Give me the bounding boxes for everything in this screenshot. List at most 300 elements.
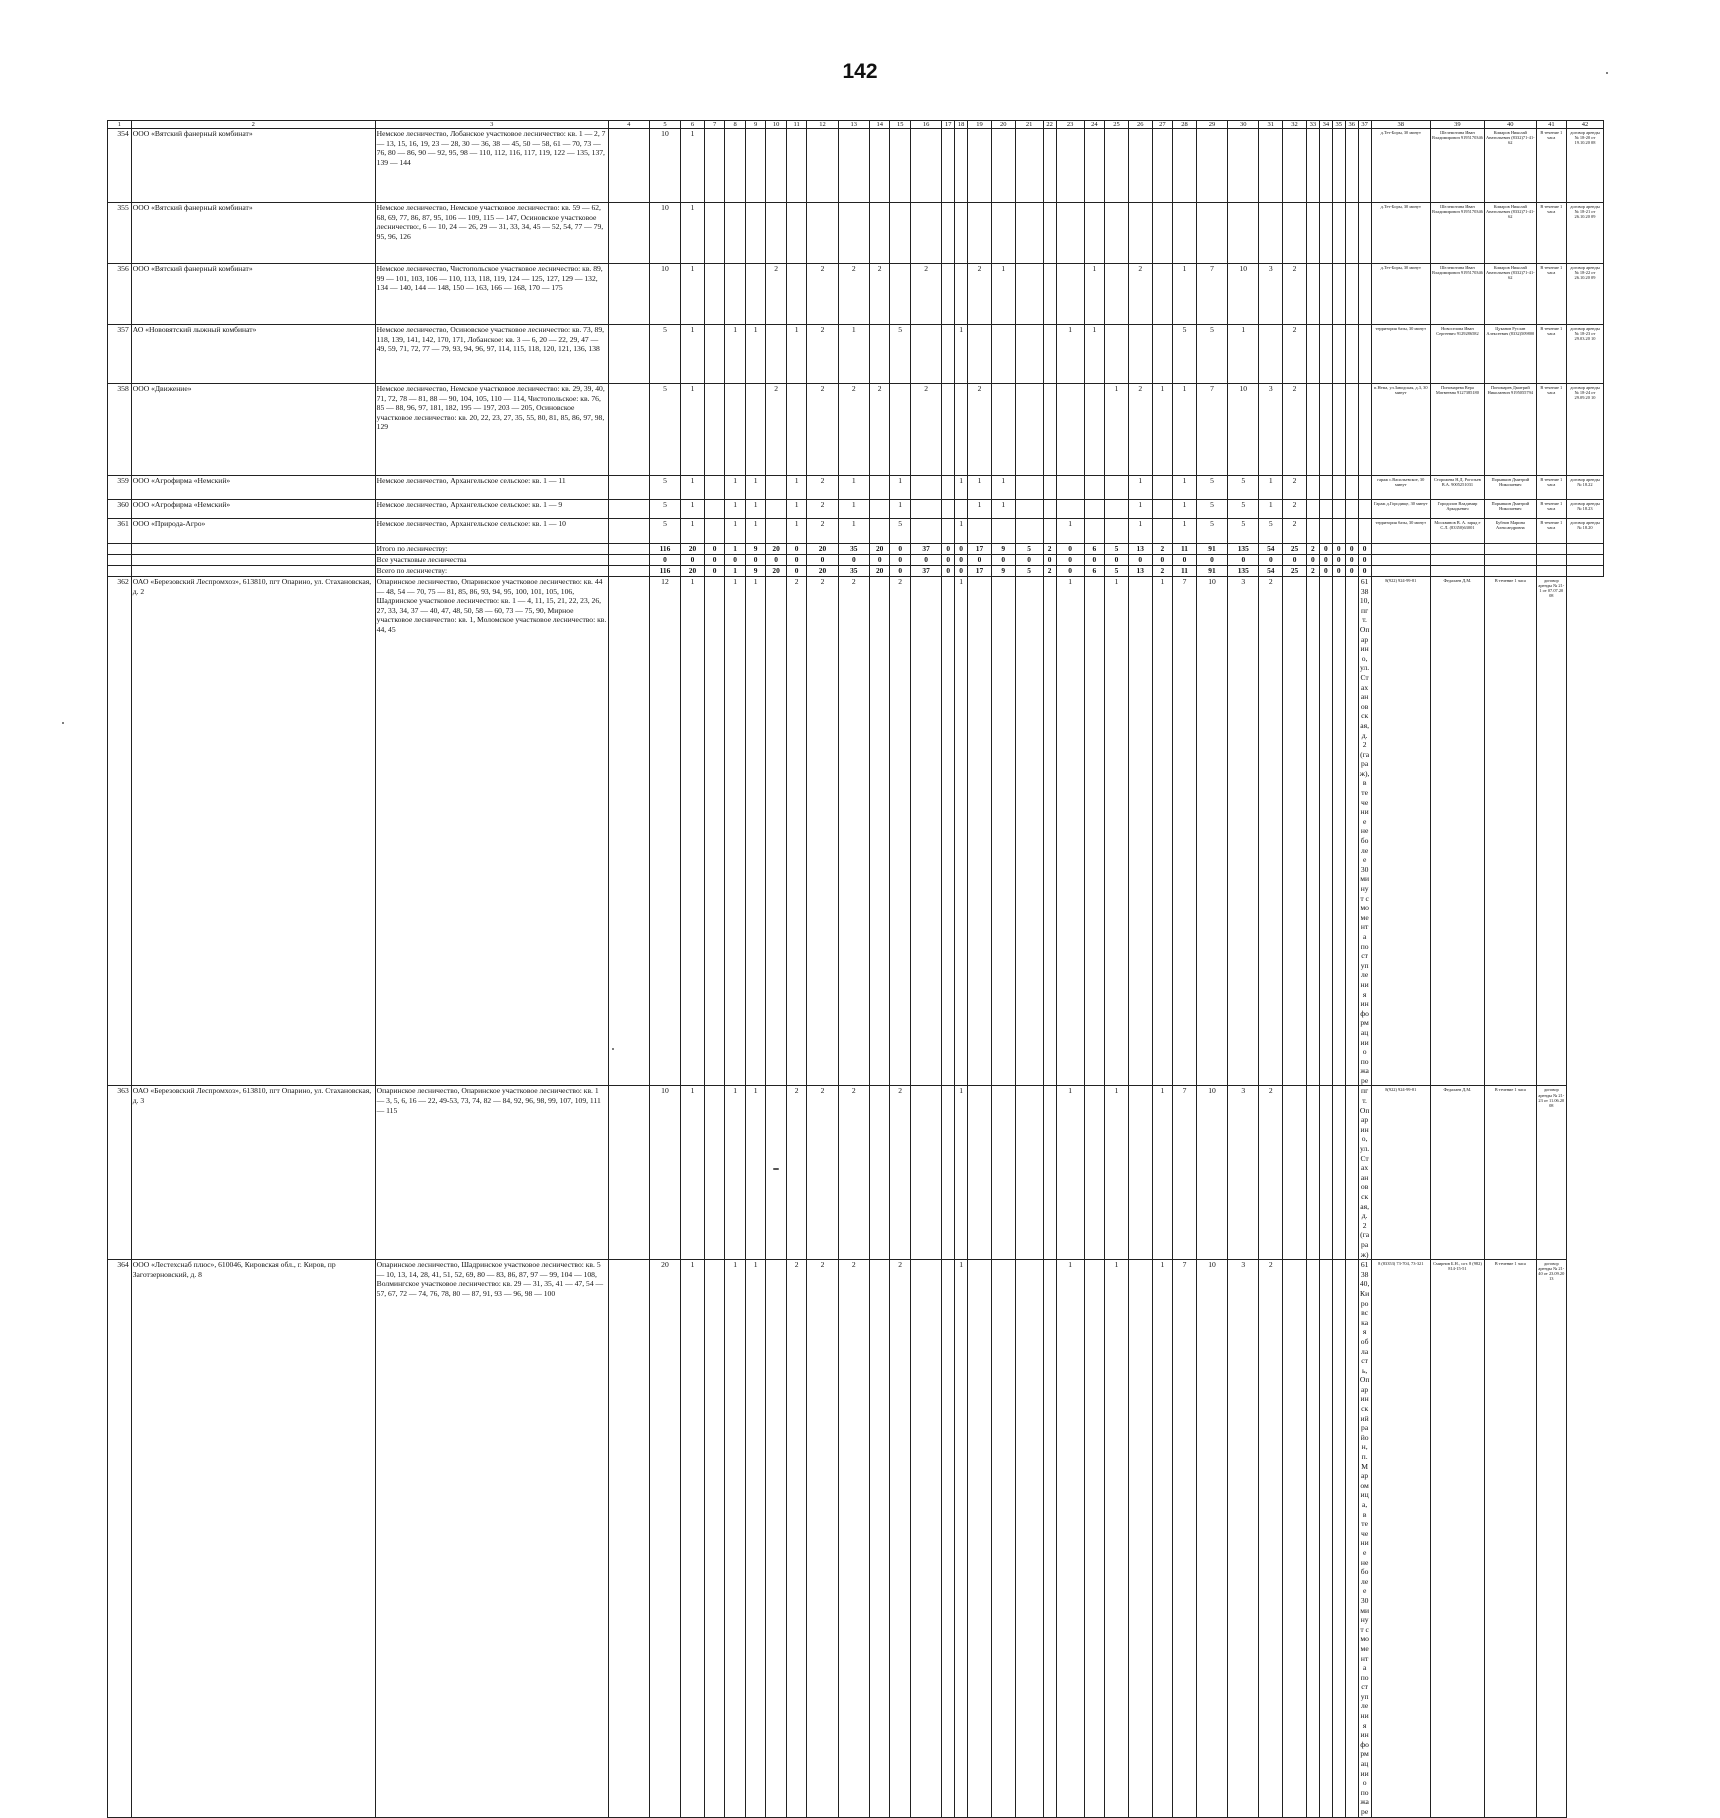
- column-number-header: 39: [1430, 121, 1484, 129]
- total-blank-cell: [108, 544, 132, 555]
- table-cell: [869, 519, 890, 544]
- table-cell: [1358, 519, 1371, 544]
- contact-info-cell: д.Тет-Боры, 30 минут: [1371, 264, 1430, 325]
- table-cell: [1173, 129, 1197, 203]
- column-number-header: 4: [608, 121, 649, 129]
- table-cell: [608, 1260, 649, 1817]
- total-value-cell: 0: [942, 566, 955, 577]
- table-cell: 3: [1259, 264, 1283, 325]
- table-cell: [991, 1086, 1015, 1260]
- table-cell: [1345, 476, 1358, 500]
- table-cell: [1319, 325, 1332, 384]
- table-cell: 2: [807, 1260, 838, 1817]
- table-cell: [608, 519, 649, 544]
- table-cell: 2: [1283, 384, 1307, 476]
- table-cell: [1084, 203, 1105, 264]
- table-cell: [1306, 1260, 1319, 1817]
- table-cell: 1: [745, 519, 766, 544]
- total-value-cell: 54: [1259, 544, 1283, 555]
- table-cell: 1: [1228, 325, 1259, 384]
- table-cell: [766, 1260, 787, 1817]
- total-value-cell: 1: [725, 544, 746, 555]
- table-cell: [1196, 203, 1227, 264]
- table-cell: [745, 203, 766, 264]
- total-value-cell: 0: [1056, 555, 1084, 566]
- total-value-cell: 0: [1345, 544, 1358, 555]
- total-value-cell: 5: [1015, 566, 1043, 577]
- table-row: [108, 384, 1604, 476]
- table-cell: 5: [1228, 519, 1259, 544]
- table-cell: 2: [766, 264, 787, 325]
- table-cell: [1043, 500, 1056, 519]
- column-number-header: 25: [1105, 121, 1129, 129]
- column-number-header: 28: [1173, 121, 1197, 129]
- table-cell: [1306, 384, 1319, 476]
- total-value-cell: 0: [725, 555, 746, 566]
- forest-area-cell: Немское лесничество, Архангельское сельское: кв. 1 — 10: [375, 519, 608, 544]
- table-cell: [890, 384, 911, 476]
- table-cell: [608, 384, 649, 476]
- table-cell: [1043, 1260, 1056, 1817]
- table-cell: [991, 577, 1015, 1086]
- table-cell: 12: [649, 577, 680, 1086]
- table-cell: 2: [1128, 384, 1152, 476]
- table-cell: 7: [1196, 384, 1227, 476]
- table-cell: 1: [786, 476, 807, 500]
- table-cell: 1: [1128, 476, 1152, 500]
- column-number-header: 34: [1319, 121, 1332, 129]
- table-cell: 5: [1196, 500, 1227, 519]
- table-cell: [1332, 1260, 1345, 1817]
- total-value-cell: 0: [1358, 555, 1371, 566]
- table-cell: 5: [1173, 325, 1197, 384]
- table-cell: [1084, 519, 1105, 544]
- total-blank-cell: [1430, 566, 1484, 577]
- table-cell: [704, 577, 725, 1086]
- column-number-header: 22: [1043, 121, 1056, 129]
- table-cell: 1: [1173, 500, 1197, 519]
- total-value-cell: 0: [1345, 566, 1358, 577]
- total-value-cell: 5: [1105, 566, 1129, 577]
- table-cell: [1319, 129, 1332, 203]
- table-cell: [1015, 1086, 1043, 1260]
- total-value-cell: 9: [991, 566, 1015, 577]
- total-value-cell: 20: [766, 566, 787, 577]
- table-cell: 1: [1105, 577, 1129, 1086]
- table-cell: 1: [745, 500, 766, 519]
- row-number-cell: 355: [108, 203, 132, 264]
- table-cell: [838, 129, 869, 203]
- total-value-cell: 0: [1306, 555, 1319, 566]
- table-cell: 1: [725, 325, 746, 384]
- total-value-cell: 2: [1152, 544, 1173, 555]
- table-cell: [1043, 129, 1056, 203]
- table-cell: [1128, 203, 1152, 264]
- table-cell: 1: [681, 1260, 705, 1817]
- total-label-cell: Все участковые лесничества: [375, 555, 608, 566]
- forest-area-cell: Немское лесничество, Архангельское сельское: кв. 1 — 11: [375, 476, 608, 500]
- table-cell: 1: [1152, 577, 1173, 1086]
- contact-info-cell: Городилов Владимир Аркадьевич: [1430, 500, 1484, 519]
- total-value-cell: 0: [1319, 566, 1332, 577]
- column-number-header: 11: [786, 121, 807, 129]
- table-cell: 1: [681, 476, 705, 500]
- column-number-header: 3: [375, 121, 608, 129]
- table-cell: [608, 264, 649, 325]
- table-cell: 1: [1056, 325, 1084, 384]
- table-cell: [869, 476, 890, 500]
- table-cell: 10: [1228, 384, 1259, 476]
- table-row: [108, 577, 1604, 1086]
- total-row: [108, 566, 1604, 577]
- total-value-cell: 0: [942, 544, 955, 555]
- scan-speck: [773, 1168, 779, 1170]
- scan-speck: [62, 722, 64, 724]
- table-cell: [1306, 203, 1319, 264]
- contact-info-cell: В течение 1 часа: [1484, 1086, 1536, 1260]
- total-value-cell: 11: [1173, 566, 1197, 577]
- table-cell: 5: [649, 384, 680, 476]
- table-cell: 613810, пгт. Опарино, ул. Стахановская, д. 2 (гараж), в течение не более 30 минут с момента поступления информации о пожаре: [1359, 577, 1370, 1085]
- column-number-header: 21: [1015, 121, 1043, 129]
- table-cell: [1283, 129, 1307, 203]
- table-cell: [991, 203, 1015, 264]
- table-cell: [1283, 577, 1307, 1086]
- total-value-cell: 0: [890, 544, 911, 555]
- table-cell: [910, 577, 941, 1086]
- contact-info-cell: д.Тет-Боры, 30 минут: [1371, 129, 1430, 203]
- total-value-cell: 0: [1319, 544, 1332, 555]
- contact-info-cell: договор аренды № 18-20 от 19.10.20 08: [1566, 129, 1603, 203]
- table-cell: [1332, 519, 1345, 544]
- total-blank-cell: [1484, 544, 1536, 555]
- total-value-cell: 9: [745, 544, 766, 555]
- table-cell: [955, 129, 968, 203]
- total-value-cell: 54: [1259, 566, 1283, 577]
- table-cell: 1: [955, 1086, 968, 1260]
- column-number-header: 29: [1196, 121, 1227, 129]
- column-number-header: 30: [1228, 121, 1259, 129]
- table-cell: [1015, 264, 1043, 325]
- table-cell: [942, 264, 955, 325]
- table-cell: [968, 129, 992, 203]
- total-value-cell: 0: [942, 555, 955, 566]
- table-cell: 7: [1173, 577, 1197, 1086]
- total-value-cell: 0: [1332, 566, 1345, 577]
- organization-cell: ООО «Вятский фанерный комбинат»: [131, 129, 375, 203]
- table-cell: 1: [838, 500, 869, 519]
- total-blank-cell: [1371, 544, 1430, 555]
- total-blank-cell: [1566, 555, 1603, 566]
- total-value-cell: 0: [1084, 555, 1105, 566]
- table-cell: [1152, 203, 1173, 264]
- column-number-header: 42: [1566, 121, 1603, 129]
- table-cell: [1332, 325, 1345, 384]
- total-blank-cell: [131, 555, 375, 566]
- table-cell: 1: [681, 203, 705, 264]
- table-row: [108, 129, 1604, 203]
- table-cell: [1345, 1086, 1358, 1260]
- contact-info-cell: Шелемотина Иван Владимирович 9195170346: [1430, 203, 1484, 264]
- table-cell: [1128, 577, 1152, 1086]
- table-cell: [1152, 519, 1173, 544]
- forest-area-cell: Немское лесничество, Осиновское участковое лесничество: кв. 73, 89, 118, 139, 141, 142, 170, 171, Лобанское: кв. 3 — 6, 20 — 22, 29, 47 — 49, 59, 71, 72, 77 — 79, 93, 94, 96, 97, 114, 115, 118, 120, 121, 136, 138: [375, 325, 608, 384]
- contact-info-cell: Бубнов Марина Александровна: [1484, 519, 1536, 544]
- total-value-cell: 0: [1196, 555, 1227, 566]
- table-cell: [1105, 325, 1129, 384]
- table-cell: 2: [968, 384, 992, 476]
- table-cell: [1105, 264, 1129, 325]
- table-cell: [1015, 203, 1043, 264]
- table-cell: [1332, 1086, 1345, 1260]
- table-cell: 5: [1259, 519, 1283, 544]
- organization-cell: ООО «Вятский фанерный комбинат»: [131, 203, 375, 264]
- contact-info-cell: договор аренды № 18.23: [1566, 500, 1603, 519]
- table-cell: [1105, 500, 1129, 519]
- table-cell: 10: [1196, 1086, 1227, 1260]
- total-value-cell: 0: [968, 555, 992, 566]
- table-cell: 10: [1196, 1260, 1227, 1817]
- table-cell: 5: [890, 325, 911, 384]
- contact-info-cell: В течение 1 часа: [1536, 500, 1566, 519]
- table-cell: 5: [1196, 476, 1227, 500]
- table-cell: 10: [649, 203, 680, 264]
- table-cell: [1152, 500, 1173, 519]
- table-cell: [1043, 325, 1056, 384]
- table-row: [108, 476, 1604, 500]
- table-cell: [766, 203, 787, 264]
- table-cell: [1056, 203, 1084, 264]
- table-cell: [704, 129, 725, 203]
- table-cell: [725, 384, 746, 476]
- total-blank-cell: [1566, 544, 1603, 555]
- table-cell: 2: [890, 1086, 911, 1260]
- table-cell: [942, 203, 955, 264]
- table-row: [108, 1260, 1604, 1817]
- table-cell: [1128, 325, 1152, 384]
- contact-info-cell: Смирнов Б.Н., сот. 8 (982) 814-15-51: [1430, 1260, 1484, 1817]
- table-cell: 1: [1173, 519, 1197, 544]
- table-cell: [1319, 1260, 1332, 1817]
- table-cell: 1: [725, 519, 746, 544]
- table-cell: [1152, 325, 1173, 384]
- total-value-cell: 2: [1043, 544, 1056, 555]
- table-cell: [1358, 500, 1371, 519]
- column-number-header: 16: [910, 121, 941, 129]
- total-label-cell: Итого по лесничеству:: [375, 544, 608, 555]
- contact-info-cell: В течение 1 часа: [1536, 325, 1566, 384]
- table-cell: [910, 325, 941, 384]
- total-value-cell: 20: [681, 544, 705, 555]
- table-cell: [766, 577, 787, 1086]
- table-row: [108, 325, 1604, 384]
- forest-area-cell: Немское лесничество, Немское участковое лесничество: кв. 29, 39, 40, 71, 72, 78 — 81, 88 — 90, 104, 105, 110 — 114, Чистопольское: кв. 76, 85 — 88, 96, 97, 181, 182, 195 — 197, 203 — 205, Осиновское участковое лесничество: кв. 20, 22, 23, 27, 35, 55, 80, 81, 85, 86, 97, 98, 129: [375, 384, 608, 476]
- table-cell: 1: [1259, 476, 1283, 500]
- register-table: [107, 120, 1604, 1818]
- table-cell: 1: [1173, 476, 1197, 500]
- total-value-cell: 20: [766, 544, 787, 555]
- contact-info-cell: 8 (83353) 73-704, 73-321: [1371, 1260, 1430, 1817]
- table-cell: 1: [681, 325, 705, 384]
- table-cell: 2: [1128, 264, 1152, 325]
- contact-info-cell: Сторожева Н.Д. Рогозьев В.А. 9005251031: [1430, 476, 1484, 500]
- table-cell: [1015, 1260, 1043, 1817]
- table-cell: 2: [890, 1260, 911, 1817]
- table-cell: [1173, 203, 1197, 264]
- table-cell: [910, 476, 941, 500]
- table-cell: [766, 1086, 787, 1260]
- table-cell: [1332, 203, 1345, 264]
- forest-area-cell: Немское лесничество, Немское участковое лесничество: кв. 59 — 62, 68, 69, 77, 86, 87, 95, 106 — 109, 115 — 147, Осиновское участковое лесничество:, 6 — 10, 24 — 26, 29 — 31, 33, 34, 45 — 52, 54, 77 — 79, 95, 96, 126: [375, 203, 608, 264]
- scan-speck: [1606, 72, 1608, 74]
- total-value-cell: 91: [1196, 544, 1227, 555]
- column-number-header: 40: [1484, 121, 1536, 129]
- total-value-cell: 9: [745, 566, 766, 577]
- table-cell: 5: [649, 325, 680, 384]
- total-value-cell: 6: [1084, 544, 1105, 555]
- organization-cell: ОАО «Березовский Леспромхоз», 613810, пгт Опарино, ул. Стахановская, д. 3: [131, 1086, 375, 1260]
- table-cell: [1332, 384, 1345, 476]
- table-cell: [910, 203, 941, 264]
- table-cell: 1: [1056, 1086, 1084, 1260]
- table-cell: 1: [681, 264, 705, 325]
- total-value-cell: 0: [955, 566, 968, 577]
- table-cell: 1: [968, 476, 992, 500]
- contact-info-cell: Гараж д.Городище, 30 минут: [1371, 500, 1430, 519]
- table-cell: [1345, 384, 1358, 476]
- contact-info-cell: Москвинов В. А. заряд е С.Л. (83350)63001: [1430, 519, 1484, 544]
- header-row: [108, 121, 1604, 129]
- table-cell: [968, 1086, 992, 1260]
- table-cell: 1: [1105, 384, 1129, 476]
- table-cell: 1: [681, 519, 705, 544]
- forest-area-cell: Опаринское лесничество, Опаринское участковое лесничество: кв. 44 — 48, 54 — 70, 75 — 81, 85, 86, 93, 94, 95, 100, 101, 105, 106, Шадринское участковое лесничество: кв. 1 — 4, 11, 15, 21, 22, 23, 26, 27, 33, 34, 37 — 40, 47, 48, 50, 58 — 60, 73 — 75, 90, Мирное участковое лесничество: кв. 1, Моломское участковое лесничество: кв. 44, 45: [375, 577, 608, 1086]
- table-cell: 2: [1283, 476, 1307, 500]
- contact-info-cell: Федалаев Д.М.: [1430, 577, 1484, 1086]
- column-number-header: 32: [1283, 121, 1307, 129]
- table-cell: [869, 1086, 890, 1260]
- table-cell: [704, 500, 725, 519]
- table-cell: [1043, 519, 1056, 544]
- table-cell: 2: [786, 1086, 807, 1260]
- table-cell: [1345, 203, 1358, 264]
- table-cell: [1105, 476, 1129, 500]
- contact-info-cell: В течение 1 часа: [1484, 577, 1536, 1086]
- table-cell: [1056, 264, 1084, 325]
- contact-info-cell: В течение 1 часа: [1536, 519, 1566, 544]
- total-value-cell: 20: [807, 544, 838, 555]
- total-row: [108, 544, 1604, 555]
- table-cell: 2: [1283, 519, 1307, 544]
- table-cell: 1: [1084, 264, 1105, 325]
- contact-info-cell: Порывкин Дмитрий Николаевич: [1484, 476, 1536, 500]
- total-value-cell: 2: [1306, 544, 1319, 555]
- table-cell: [1128, 1086, 1152, 1260]
- total-blank-cell: [1484, 566, 1536, 577]
- table-cell: [766, 519, 787, 544]
- contact-info-cell: договор аренды № 21-23 от 11.06.20 08: [1536, 1086, 1566, 1260]
- table-cell: 5: [1196, 519, 1227, 544]
- total-blank-cell: [608, 566, 649, 577]
- contact-info-cell: Комаров Николай Анатольевич (8332)71-41-62: [1484, 264, 1536, 325]
- column-number-header: 5: [649, 121, 680, 129]
- table-cell: [608, 325, 649, 384]
- table-cell: 1: [1152, 1260, 1173, 1817]
- register-sheet: [107, 120, 1604, 1818]
- table-cell: [1015, 384, 1043, 476]
- total-value-cell: 116: [649, 544, 680, 555]
- table-cell: 2: [807, 264, 838, 325]
- column-number-header: 19: [968, 121, 992, 129]
- table-cell: [1319, 384, 1332, 476]
- total-value-cell: 0: [1105, 555, 1129, 566]
- table-cell: 1: [968, 500, 992, 519]
- table-cell: [1043, 476, 1056, 500]
- total-value-cell: 91: [1196, 566, 1227, 577]
- contact-info-cell: В течение 1 часа: [1536, 203, 1566, 264]
- table-cell: [1283, 1260, 1307, 1817]
- table-cell: [1043, 1086, 1056, 1260]
- table-cell: [838, 203, 869, 264]
- table-cell: [1345, 325, 1358, 384]
- total-value-cell: 0: [766, 555, 787, 566]
- table-cell: [991, 325, 1015, 384]
- table-cell: [608, 476, 649, 500]
- table-cell: 1: [745, 1260, 766, 1817]
- contact-info-cell: Цуканов Руслан Алексеевич (8332)509800: [1484, 325, 1536, 384]
- table-row: [108, 1086, 1604, 1260]
- table-cell: [1259, 203, 1283, 264]
- table-cell: 1: [1105, 1086, 1129, 1260]
- table-cell: 2: [1259, 1086, 1283, 1260]
- total-value-cell: 17: [968, 566, 992, 577]
- contact-info-cell: 8(922) 924-99-81: [1371, 1086, 1430, 1260]
- table-cell: [1128, 1260, 1152, 1817]
- total-value-cell: 0: [1358, 544, 1371, 555]
- table-cell: [786, 384, 807, 476]
- total-value-cell: 0: [1332, 555, 1345, 566]
- table-cell: [869, 577, 890, 1086]
- table-cell: 5: [649, 500, 680, 519]
- table-cell: [1259, 129, 1283, 203]
- total-value-cell: 2: [1306, 566, 1319, 577]
- contact-info-cell: Шелемотина Иван Владимирович 9195170346: [1430, 129, 1484, 203]
- table-cell: [991, 384, 1015, 476]
- table-cell: [869, 129, 890, 203]
- total-value-cell: 20: [869, 544, 890, 555]
- total-value-cell: 0: [1283, 555, 1307, 566]
- table-cell: [910, 500, 941, 519]
- table-cell: 2: [807, 1086, 838, 1260]
- total-blank-cell: [1430, 544, 1484, 555]
- table-cell: 3: [1228, 577, 1259, 1086]
- table-cell: [1056, 384, 1084, 476]
- table-cell: [766, 500, 787, 519]
- table-cell: [1319, 264, 1332, 325]
- table-cell: 2: [838, 384, 869, 476]
- table-cell: [1043, 203, 1056, 264]
- table-cell: [910, 1086, 941, 1260]
- total-value-cell: 135: [1228, 544, 1259, 555]
- column-number-header: 24: [1084, 121, 1105, 129]
- contact-info-cell: Порывкин Дмитрий Николаевич: [1484, 500, 1536, 519]
- table-cell: [704, 476, 725, 500]
- table-cell: [608, 203, 649, 264]
- table-cell: 5: [890, 519, 911, 544]
- page-number: 142: [842, 60, 878, 83]
- table-cell: [1196, 129, 1227, 203]
- total-value-cell: 2: [1043, 566, 1056, 577]
